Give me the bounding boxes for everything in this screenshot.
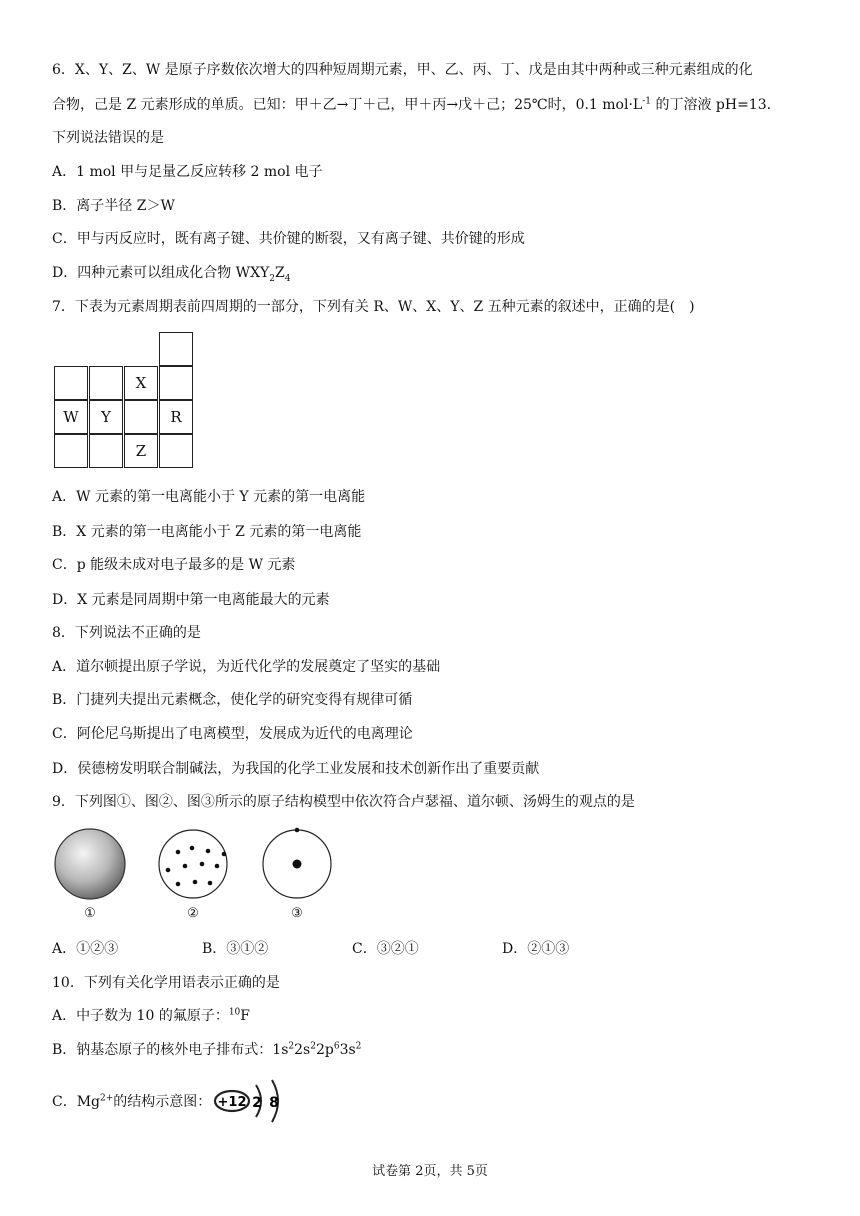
table-cell-r: R bbox=[159, 400, 193, 434]
table-cell-empty bbox=[89, 366, 123, 400]
q10-option-c: C．$Mg^{2+}$的结构示意图： bbox=[52, 1093, 212, 1110]
q7-option-c: C．p 能级未成对电子最多的是 W 元素 bbox=[52, 557, 296, 573]
q9-options bbox=[52, 939, 752, 959]
mg-ion-structure-diagram bbox=[212, 1076, 292, 1126]
nuclear-model bbox=[263, 828, 331, 898]
q6-option-b: B．离子半径 Z＞W bbox=[52, 198, 175, 214]
q9-option-c: C．③②① bbox=[352, 941, 419, 957]
table-cell-empty bbox=[159, 366, 193, 400]
q6-option-a: A．1 mol 甲与足量乙反应转移 2 mol 电子 bbox=[52, 164, 323, 180]
table-cell-w: W bbox=[54, 400, 88, 434]
q8-option-c: C．阿伦尼乌斯提出了电离模型，发展成为近代的电离理论 bbox=[52, 726, 413, 742]
q6-line2: 合物，己是 Z 元素形成的单质。已知：甲＋乙→丁＋己，甲＋丙→戊＋己；25℃时，0.1 $mol\cdot L^{-1}$ 的丁溶液 pH=13. bbox=[52, 96, 772, 113]
q9-option-b: B．③①② bbox=[202, 941, 269, 957]
mg-ion-diagram-svg bbox=[212, 1076, 292, 1126]
model-caption-2: ② bbox=[187, 906, 199, 921]
q8-stem: 8．下列说法不正确的是 bbox=[52, 625, 201, 641]
atom-models-figure bbox=[52, 826, 352, 922]
periodic-table-fragment bbox=[54, 332, 194, 470]
q10-option-b: B．钠基态原子的核外电子排布式：$1s^22s^22p^63s^2$ bbox=[52, 1041, 362, 1058]
q8-option-d: D．侯德榜发明联合制碱法，为我国的化学工业发展和技术创新作出了重要贡献 bbox=[52, 761, 540, 777]
q6-option-c: C．甲与丙反应时，既有离子键、共价键的断裂，又有离子键、共价键的形成 bbox=[52, 231, 525, 247]
shell-1-electrons: 2 bbox=[252, 1095, 262, 1111]
q7-option-b: B．X 元素的第一电离能小于 Z 元素的第一电离能 bbox=[52, 524, 362, 540]
q7-option-a: A．W 元素的第一电离能小于 Y 元素的第一电离能 bbox=[52, 489, 366, 505]
table-cell-empty bbox=[159, 434, 193, 468]
q6-line1: 6．X、Y、Z、W 是原子序数依次增大的四种短周期元素，甲、乙、丙、丁、戊是由其中两种或三种元素组成的化 bbox=[52, 62, 753, 78]
q7-stem: 7．下表为元素周期表前四周期的一部分，下列有关 R、W、X、Y、Z 五种元素的叙述中，正确的是( ) bbox=[52, 299, 695, 315]
nucleus-charge-label: +12 bbox=[217, 1095, 247, 1110]
q8-option-a: A．道尔顿提出原子学说，为近代化学的发展奠定了坚实的基础 bbox=[52, 659, 441, 675]
q8-option-b: B．门捷列夫提出元素概念，使化学的研究变得有规律可循 bbox=[52, 692, 413, 708]
q7-option-d: D．X 元素是同周期中第一电离能最大的元素 bbox=[52, 592, 330, 608]
table-cell-empty bbox=[54, 366, 88, 400]
shell-2-electrons: 8 bbox=[269, 1095, 279, 1111]
table-cell-empty bbox=[124, 400, 158, 434]
table-cell-x: X bbox=[124, 366, 158, 400]
table-cell-empty bbox=[89, 434, 123, 468]
solid-sphere-model bbox=[55, 829, 125, 899]
model-caption-3: ③ bbox=[291, 906, 303, 921]
atom-models-drawing bbox=[52, 826, 352, 906]
q6-line3: 下列说法错误的是 bbox=[52, 130, 164, 146]
q10-stem: 10．下列有关化学用语表示正确的是 bbox=[52, 975, 280, 991]
q10-option-a: A．中子数为 10 的氟原子：$^{10}$F bbox=[52, 1007, 250, 1024]
model-caption-1: ① bbox=[84, 906, 96, 921]
q9-option-d: D．②①③ bbox=[502, 941, 570, 957]
q9-option-a: A．①②③ bbox=[52, 941, 119, 957]
page-footer: 试卷第 2页，共 5页 bbox=[372, 1164, 488, 1179]
table-cell-y: Y bbox=[89, 400, 123, 434]
table-cell-z: Z bbox=[124, 434, 158, 468]
table-cell-empty bbox=[159, 332, 193, 366]
q6-option-d: D．四种元素可以组成化合物 $WXY_2Z_4$ bbox=[52, 265, 291, 284]
plum-pudding-model bbox=[159, 830, 227, 898]
table-cell-empty bbox=[54, 434, 88, 468]
q9-stem: 9．下列图①、图②、图③所示的原子结构模型中依次符合卢瑟福、道尔顿、汤姆生的观点的是 bbox=[52, 794, 635, 810]
